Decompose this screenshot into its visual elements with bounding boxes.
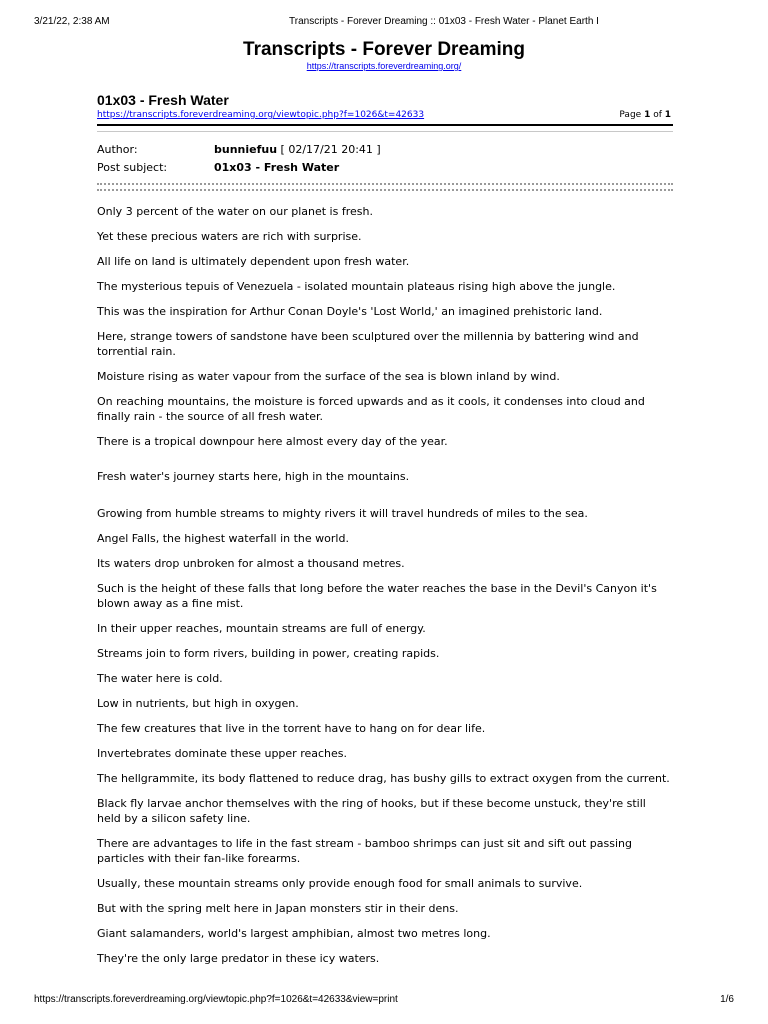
topic-title: 01x03 - Fresh Water bbox=[97, 92, 229, 108]
pagination-prefix: Page bbox=[619, 110, 645, 120]
meta-divider-top bbox=[97, 183, 673, 185]
post-paragraph: All life on land is ultimately dependent upon fresh water. bbox=[97, 255, 410, 268]
author-info bbox=[214, 143, 381, 156]
post-paragraph: Growing from humble streams to mighty rivers it will travel hundreds of miles to the sea. bbox=[97, 507, 588, 520]
post-paragraph: This was the inspiration for Arthur Conan Doyle's 'Lost World,' an imagined prehistoric land. bbox=[97, 305, 603, 318]
pagination bbox=[619, 110, 671, 120]
author-label: Author: bbox=[97, 143, 138, 156]
post-subject bbox=[214, 161, 339, 174]
post-paragraph: Fresh water's journey starts here, high in the mountains. bbox=[97, 470, 410, 483]
post-paragraph: Low in nutrients, but high in oxygen. bbox=[97, 697, 299, 710]
pagination-current: 1 bbox=[644, 110, 651, 120]
post-paragraph: The water here is cold. bbox=[97, 672, 223, 685]
post-paragraph: They're the only large predator in these icy waters. bbox=[97, 952, 380, 965]
site-title: Transcripts - Forever Dreaming bbox=[243, 39, 525, 60]
post-paragraph: The hellgrammite, its body flattened to reduce drag, has bushy gills to extract oxygen from the current. bbox=[97, 772, 670, 785]
print-header bbox=[34, 16, 734, 30]
print-footer bbox=[34, 994, 734, 1008]
post-paragraph: Only 3 percent of the water on our planet is fresh. bbox=[97, 205, 373, 218]
post-paragraph: In their upper reaches, mountain streams are full of energy. bbox=[97, 622, 426, 635]
header-divider-thin bbox=[97, 131, 673, 132]
post-paragraph: Moisture rising as water vapour from the surface of the sea is blown inland by wind. bbox=[97, 370, 560, 383]
post-paragraph: Black fly larvae anchor themselves with the ring of hooks, but if these become unstuck, they're still held by a silicon safety line. bbox=[97, 797, 646, 825]
subject-label: Post subject: bbox=[97, 161, 168, 174]
post-paragraph: Its waters drop unbroken for almost a thousand metres. bbox=[97, 557, 405, 570]
post-subject-text: 01x03 - Fresh Water bbox=[214, 161, 340, 174]
print-footer-url: https://transcripts.foreverdreaming.org/viewtopic.php?f=1026&t=42633&view=print bbox=[34, 994, 398, 1005]
author-name: bunniefuu bbox=[214, 143, 278, 156]
post-paragraph: The mysterious tepuis of Venezuela - isolated mountain plateaus rising high above the jungle. bbox=[97, 280, 616, 293]
post-paragraph: Usually, these mountain streams only provide enough food for small animals to survive. bbox=[97, 877, 583, 890]
pagination-total: 1 bbox=[664, 110, 671, 120]
post-paragraph: Yet these precious waters are rich with surprise. bbox=[97, 230, 362, 243]
post-paragraph: The few creatures that live in the torrent have to hang on for dear life. bbox=[97, 722, 486, 735]
topic-url-link[interactable]: https://transcripts.foreverdreaming.org/viewtopic.php?f=1026&t=42633 bbox=[97, 110, 425, 120]
post-paragraph: There is a tropical downpour here almost every day of the year. bbox=[97, 435, 448, 448]
print-page-number: 1/6 bbox=[720, 994, 734, 1005]
post-paragraph: Streams join to form rivers, building in power, creating rapids. bbox=[97, 647, 440, 660]
post-paragraph: Giant salamanders, world's largest amphibian, almost two metres long. bbox=[97, 927, 491, 940]
post-paragraph: Here, strange towers of sandstone have been sculptured over the millennia by battering wind and torrential rain. bbox=[97, 330, 639, 358]
print-document-title: Transcripts - Forever Dreaming :: 01x03 - Fresh Water - Planet Earth I bbox=[289, 16, 599, 27]
post-date: [ 02/17/21 20:41 ] bbox=[277, 143, 381, 156]
post-paragraph: But with the spring melt here in Japan monsters stir in their dens. bbox=[97, 902, 459, 915]
post-body bbox=[97, 196, 673, 966]
meta-divider-bottom bbox=[97, 189, 673, 191]
post-paragraph: Such is the height of these falls that long before the water reaches the base in the Devil's Canyon it's blown away as a fine mist. bbox=[97, 582, 657, 610]
post-paragraph: Angel Falls, the highest waterfall in the world. bbox=[97, 532, 349, 545]
site-url-link[interactable]: https://transcripts.foreverdreaming.org/ bbox=[306, 61, 462, 71]
pagination-of: of bbox=[650, 110, 665, 120]
header-divider bbox=[97, 124, 673, 126]
post-paragraph: On reaching mountains, the moisture is forced upwards and as it cools, it condenses into cloud and finally rain - the source of all fresh water. bbox=[97, 395, 645, 423]
post-paragraph: There are advantages to life in the fast stream - bamboo shrimps can just sit and sift out passing particles with their fan-like forearms. bbox=[97, 837, 632, 865]
post-paragraph: Invertebrates dominate these upper reaches. bbox=[97, 747, 347, 760]
print-datetime: 3/21/22, 2:38 AM bbox=[34, 16, 110, 27]
